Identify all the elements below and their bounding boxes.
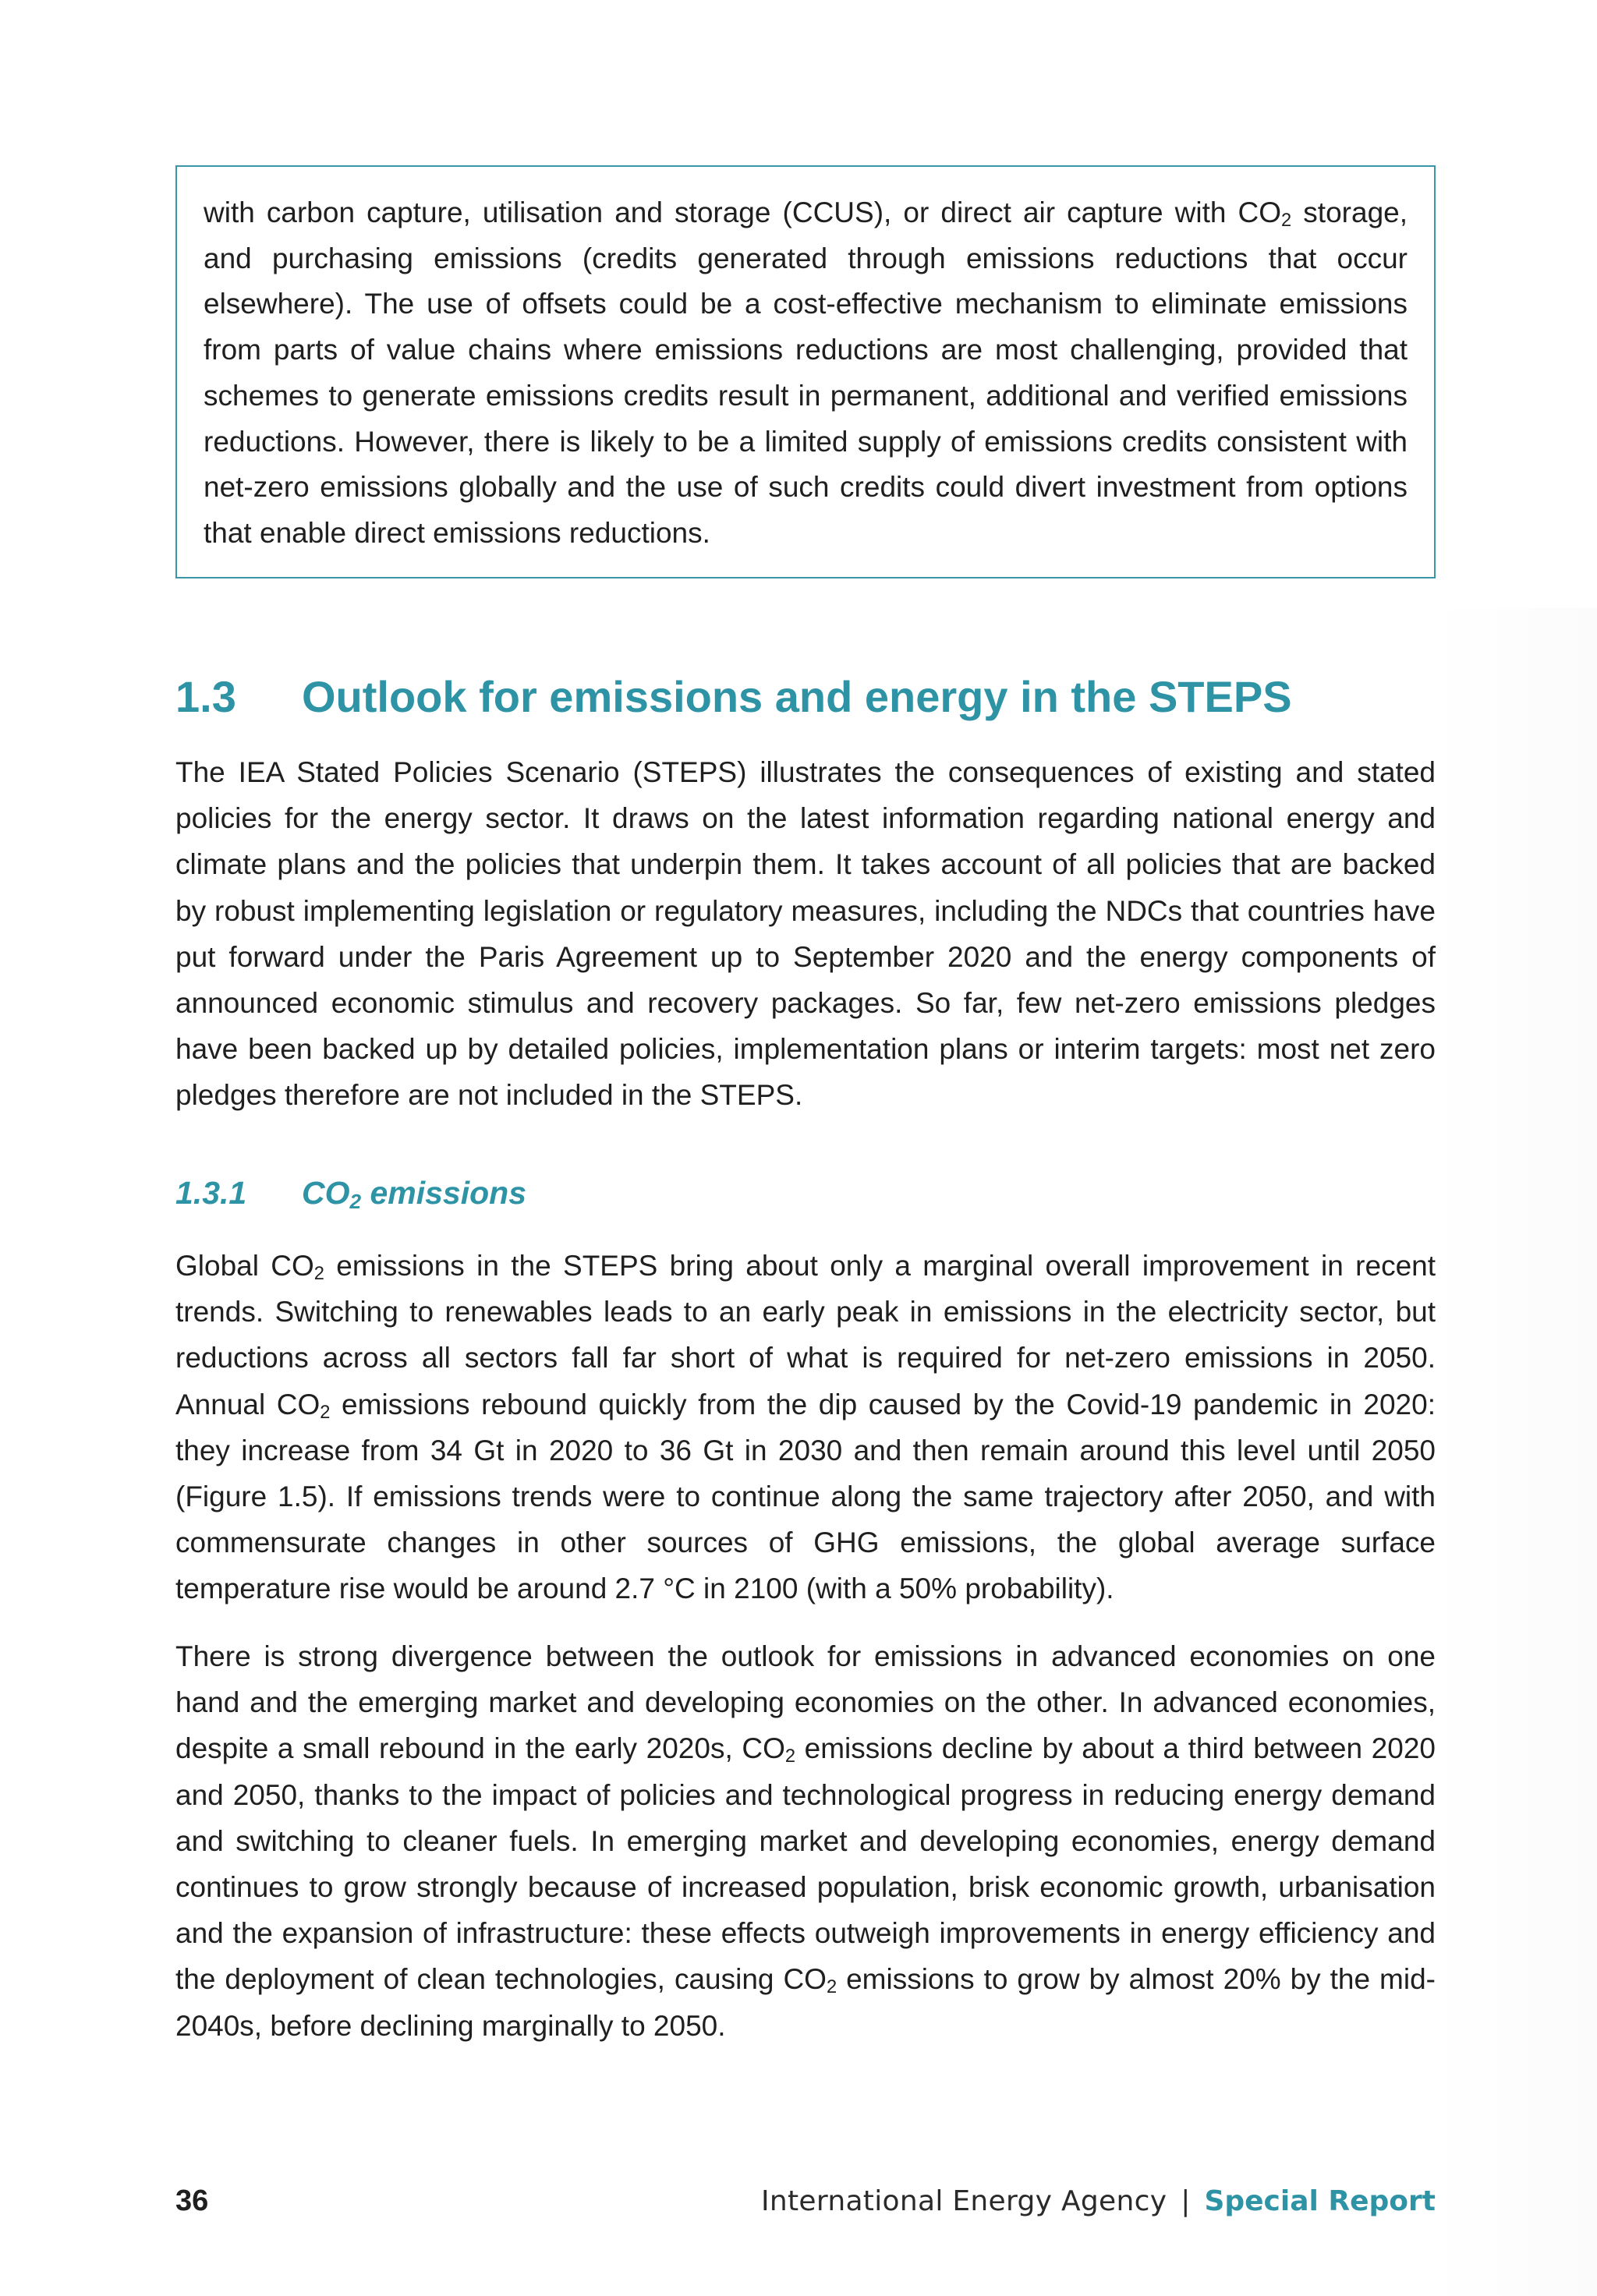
footer-report-type: Special Report <box>1204 2185 1436 2217</box>
footer-separator: | <box>1181 2185 1191 2217</box>
section-title: Outlook for emissions and energy in the STEPS <box>302 672 1292 721</box>
page-number: 36 <box>175 2185 209 2217</box>
footer-publisher <box>761 2179 1436 2223</box>
section-number: 1.3 <box>175 672 236 721</box>
co2-paragraph-2 <box>175 1633 1436 2049</box>
section-intro <box>175 749 1436 1119</box>
subsection-title: $CO_2$ emissions <box>302 1175 527 1213</box>
paragraph: Global $CO_2$ emissions in the STEPS bring about only a marginal overall improvement in recent trends. Switching to renewables leads to an early peak in emissions in the electricity sector, but reductions across all sectors fall far short of what is required for net-zero emissions in 2050. Annual $CO_2$ emissions rebound quickly from the dip caused by the Covid-19 pandemic in 2020: they increase from 34 Gt in 2020 to 36 Gt in 2030 and then remain around this level until 2050 (Figure 1.5). If emissions trends were to continue along the same trajectory after 2050, and with commensurate changes in other sources of GHG emissions, the global average surface temperature rise would be around 2.7 °C in 2100 (with a 50% probability). <box>175 1250 1436 1605</box>
page-edge-shading <box>1435 608 1597 2296</box>
subsection-number: 1.3.1 <box>175 1175 247 1211</box>
page-footer <box>175 2179 1436 2223</box>
text-box <box>175 165 1436 578</box>
co2-paragraph-1 <box>175 1243 1436 1612</box>
paragraph: The IEA Stated Policies Scenario (STEPS) illustrates the consequences of existing and stated policies for the energy sector. It draws on the latest information regarding national energy and climate plans and the policies that underpin them. It takes account of all policies that are backed by robust implementing legislation or regulatory measures, including the NDCs that countries have put forward under the Paris Agreement up to September 2020 and the energy components of announced economic stimulus and recovery packages. So far, few net-zero emissions pledges have been backed up by detailed policies, implementation plans or interim targets: most net zero pledges therefore are not included in the STEPS. <box>175 756 1436 1112</box>
paragraph: There is strong divergence between the outlook for emissions in advanced economies on one hand and the emerging market and developing economies on the other. In advanced economies, despite a small rebound in the early 2020s, $CO_2$ emissions decline by about a third between 2020 and 2050, thanks to the impact of policies and technological progress in reducing energy demand and switching to cleaner fuels. In emerging market and developing economies, energy demand continues to grow strongly because of increased population, brisk economic growth, urbanisation and the expansion of infrastructure: these effects outweigh improvements in energy efficiency and the deployment of clean technologies, causing $CO_2$ emissions to grow by almost 20% by the mid-2040s, before declining marginally to 2050. <box>175 1640 1436 2042</box>
footer-agency: International Energy Agency <box>760 2185 1167 2217</box>
subsection-heading <box>175 1169 1436 1216</box>
section-heading <box>175 666 1436 728</box>
box-paragraph: with carbon capture, utilisation and storage (CCUS), or direct air capture with $CO_2$ storage, and purchasing emissions (credits generated through emissions reductions that occur elsewhere). The use of offsets could be a cost-effective mechanism to eliminate emissions from parts of value chains where emissions reductions are most challenging, provided that schemes to generate emissions credits result in permanent, additional and verified emissions reductions. However, there is likely to be a limited supply of emissions credits consistent with net-zero emissions globally and the use of such credits could divert investment from options that enable direct emissions reductions. <box>204 196 1408 549</box>
